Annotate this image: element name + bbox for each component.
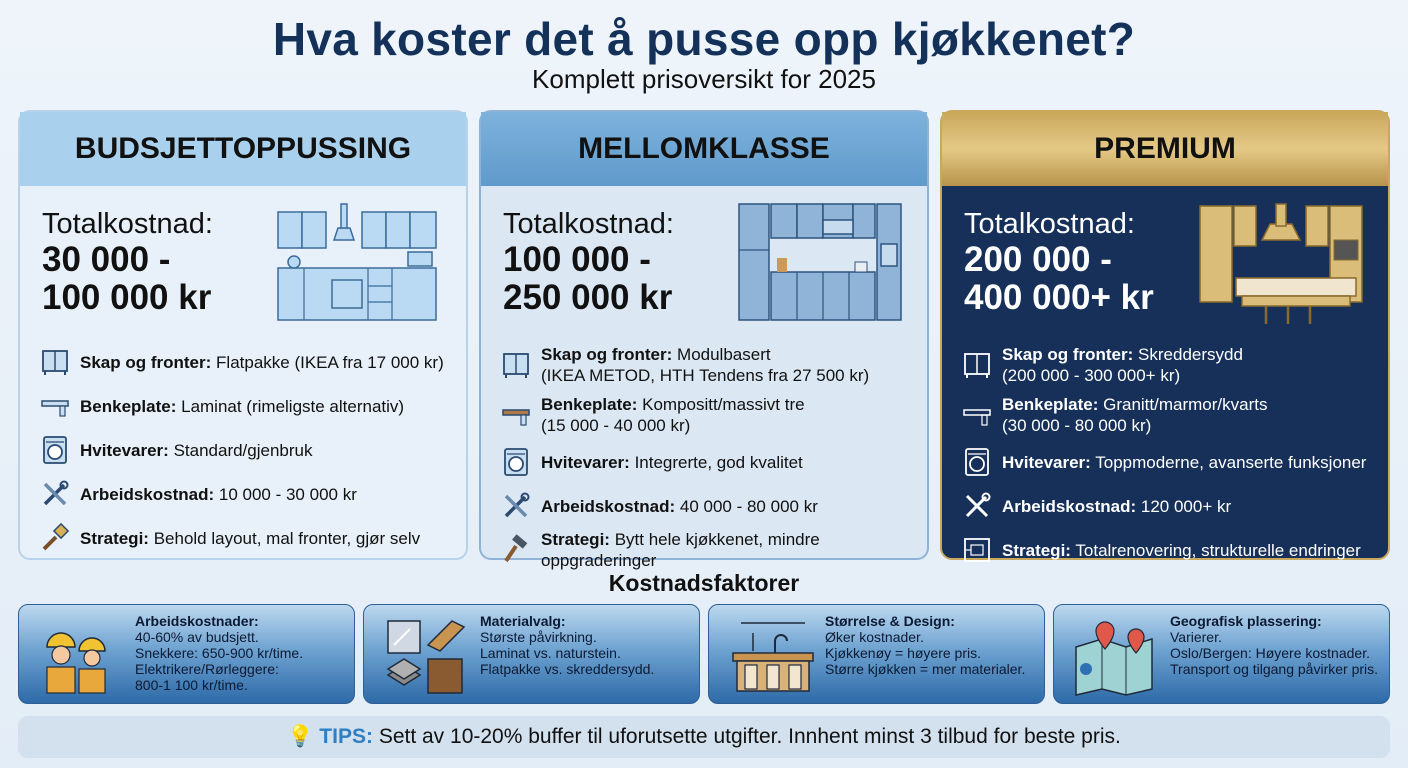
materials-icon [378, 617, 470, 695]
spec-item [501, 484, 921, 528]
factor-line: Større kjøkken = mer materialer. [825, 661, 1026, 677]
workers-icon [33, 617, 125, 695]
spec-item [501, 390, 921, 440]
factor-heading: Materialvalg: [480, 613, 566, 629]
price-block [42, 208, 213, 317]
price-line-2: 250 000 kr [503, 278, 673, 317]
spec-item [962, 440, 1382, 484]
budget-kitchen-icon [274, 200, 444, 328]
spec-text-2: (30 000 - 80 000 kr) [1002, 416, 1152, 435]
spec-list [962, 340, 1382, 572]
spec-text-2: (15 000 - 40 000 kr) [541, 416, 691, 435]
lightbulb-icon: 💡 [287, 725, 314, 748]
factor-line: Varierer. [1170, 629, 1222, 645]
spec-label: Benkeplate: [1002, 395, 1099, 414]
spec-text: Bytt hele kjøkkenet, mindre oppgraderinger [541, 530, 820, 570]
spec-item [40, 428, 460, 472]
spec-text: Integrerte, god kvalitet [634, 452, 803, 472]
spec-item [501, 440, 921, 484]
tools-icon [962, 491, 992, 521]
spec-text: Standard/gjenbruk [173, 440, 313, 460]
price-label: Totalkostnad: [503, 208, 674, 240]
factor-line: Kjøkkenøy = høyere pris. [825, 645, 981, 661]
factor-line: Flatpakke vs. skreddersydd. [480, 661, 655, 677]
spec-text-2: (IKEA METOD, HTH Tendens fra 27 500 kr) [541, 366, 870, 385]
card-title: BUDSJETTOPPUSSING [20, 112, 466, 186]
spec-text: Granitt/marmor/kvarts [1103, 395, 1268, 414]
spec-text: 40 000 - 80 000 kr [679, 496, 818, 516]
washing-machine-icon [501, 447, 531, 477]
factor-line: Øker kostnader. [825, 629, 924, 645]
price-label: Totalkostnad: [42, 208, 213, 240]
spec-text: Behold layout, mal fronter, gjør selv [153, 528, 421, 548]
price-block [503, 208, 674, 317]
countertop-icon [501, 400, 531, 430]
spec-text: Skreddersydd [1138, 345, 1243, 364]
card-title: MELLOMKLASSE [481, 112, 927, 186]
spec-text: Totalrenovering, strukturelle endringer [1075, 540, 1361, 560]
spec-list [40, 340, 460, 560]
page-title: Hva koster det å pusse opp kjøkkenet? [272, 13, 1136, 65]
spec-text: Kompositt/massivt tre [642, 395, 805, 414]
spec-text: Modulbasert [677, 345, 771, 364]
factor-card-location [1053, 604, 1390, 704]
price-line-2: 400 000+ kr [964, 278, 1154, 317]
factor-line: Laminat vs. naturstein. [480, 645, 621, 661]
factor-line: Oslo/Bergen: Høyere kostnader. [1170, 645, 1370, 661]
card-mid [479, 110, 929, 570]
factor-heading: Arbeidskostnader: [135, 613, 259, 629]
spec-label: Strategi: [1002, 540, 1071, 560]
factor-heading: Geografisk plassering: [1170, 613, 1322, 629]
factor-line: Snekkere: 650-900 kr/time. [135, 645, 304, 661]
cabinet-icon [501, 350, 531, 380]
spec-label: Arbeidskostnad: [1002, 496, 1137, 516]
spec-label: Skap og fronter: [541, 345, 673, 364]
factor-card-labor [18, 604, 355, 704]
spec-text: Laminat (rimeligste alternativ) [181, 396, 405, 416]
cabinet-icon [40, 347, 70, 377]
tips-text: Sett av 10-20% buffer til uforutsette utgifter. Innhent minst 3 tilbud for beste pris. [378, 725, 1121, 748]
factor-line: 40-60% av budsjett. [135, 629, 259, 645]
spec-label: Arbeidskostnad: [80, 484, 215, 504]
spec-label: Benkeplate: [541, 395, 638, 414]
countertop-icon [40, 391, 70, 421]
paintbrush-icon [40, 523, 70, 553]
factor-line: Største påvirkning. [480, 629, 597, 645]
tools-icon [501, 491, 531, 521]
card-budget [18, 110, 468, 560]
spec-item [962, 528, 1382, 572]
page-subtitle: Komplett prisoversikt for 2025 [532, 64, 876, 94]
factor-card-size [708, 604, 1045, 704]
factor-card-materials [363, 604, 700, 704]
factors-title: Kostnadsfaktorer [608, 570, 800, 596]
spec-item [962, 390, 1382, 440]
price-label: Totalkostnad: [964, 208, 1135, 240]
factor-line: Transport og tilgang påvirker pris. [1170, 661, 1379, 677]
spec-label: Hvitevarer: [80, 440, 169, 460]
spec-item [40, 340, 460, 384]
spec-label: Benkeplate: [80, 396, 177, 416]
washing-machine-icon [40, 435, 70, 465]
washing-machine-icon [962, 447, 992, 477]
mid-kitchen-icon [735, 200, 905, 328]
price-line-1: 100 000 - [503, 240, 651, 279]
spec-item [962, 484, 1382, 528]
tools-icon [40, 479, 70, 509]
factor-line: Elektrikere/Rørleggere: [135, 661, 279, 677]
tips-label: TIPS: [319, 725, 373, 748]
price-line-1: 30 000 - [42, 240, 171, 279]
map-pin-icon [1068, 617, 1160, 695]
kitchen-island-icon [723, 617, 815, 695]
price-line-2: 100 000 kr [42, 278, 212, 317]
hammer-icon [501, 535, 531, 565]
spec-item [962, 340, 1382, 390]
spec-text: Toppmoderne, avanserte funksjoner [1095, 452, 1367, 472]
price-block [964, 208, 1154, 317]
cabinet-icon [962, 350, 992, 380]
spec-item [501, 528, 921, 572]
price-line-1: 200 000 - [964, 240, 1112, 279]
spec-text: 120 000+ kr [1140, 496, 1232, 516]
tips-banner [18, 716, 1390, 758]
countertop-icon [962, 400, 992, 430]
spec-label: Skap og fronter: [80, 352, 212, 372]
card-title: PREMIUM [942, 112, 1388, 186]
spec-item [40, 472, 460, 516]
blueprint-icon [962, 535, 992, 565]
spec-label: Skap og fronter: [1002, 345, 1134, 364]
spec-item [40, 384, 460, 428]
card-premium [940, 110, 1390, 560]
factor-heading: Størrelse & Design: [825, 613, 955, 629]
spec-text: 10 000 - 30 000 kr [218, 484, 357, 504]
factor-line: 800-1 100 kr/time. [135, 677, 248, 693]
spec-label: Strategi: [80, 528, 149, 548]
spec-label: Arbeidskostnad: [541, 496, 676, 516]
spec-text: Flatpakke (IKEA fra 17 000 kr) [216, 352, 444, 372]
spec-item [501, 340, 921, 390]
spec-label: Hvitevarer: [541, 452, 630, 472]
spec-list [501, 340, 921, 572]
spec-item [40, 516, 460, 560]
premium-kitchen-icon [1196, 200, 1366, 328]
spec-label: Strategi: [541, 530, 610, 549]
spec-text-2: (200 000 - 300 000+ kr) [1002, 366, 1181, 385]
spec-label: Hvitevarer: [1002, 452, 1091, 472]
